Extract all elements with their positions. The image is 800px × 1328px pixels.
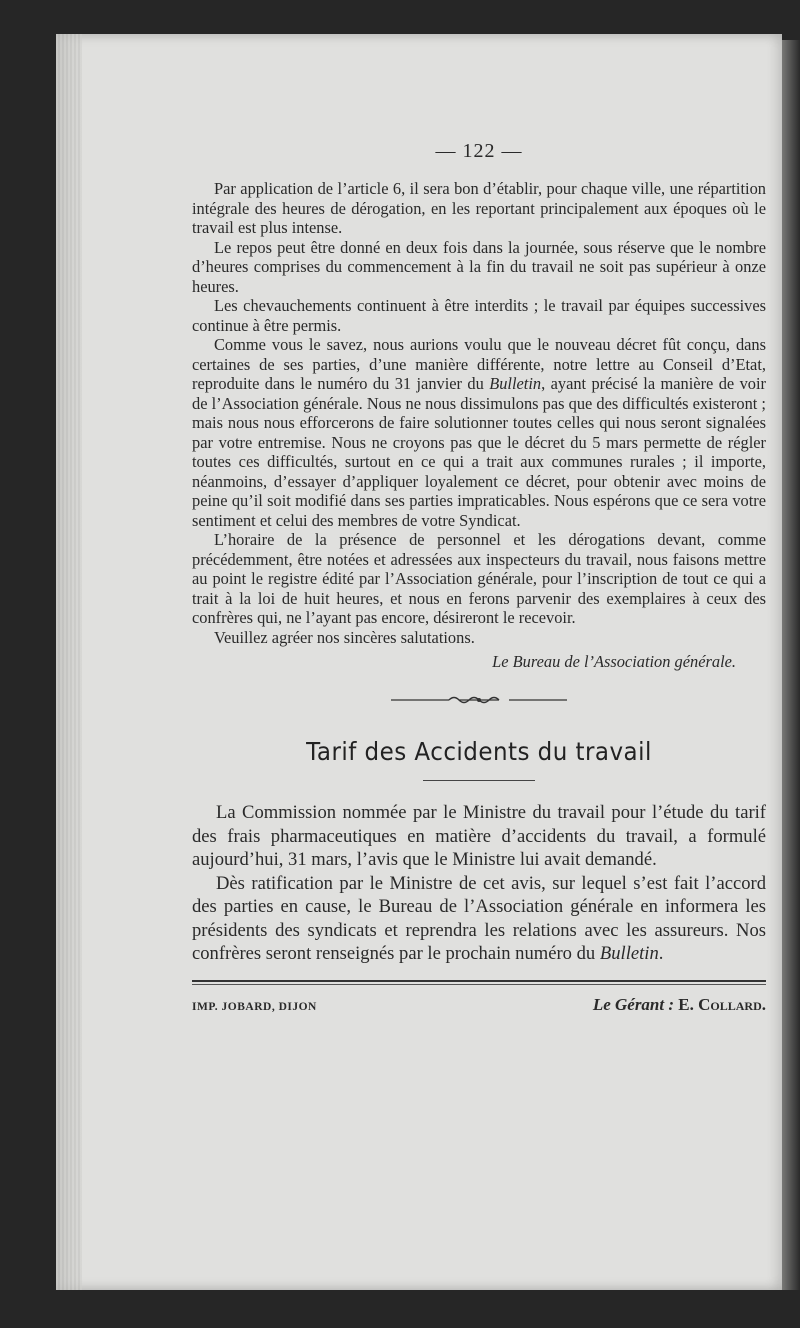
gerant-credit: [593, 995, 766, 1015]
ornament-divider: [389, 693, 569, 707]
page-gutter: [56, 34, 82, 1290]
letter-paragraph: L’horaire de la présence de personnel et les dérogations devant, comme précédemment, être notées et adressées aux inspecteurs du travail, nous faisons mettre au point le registre édité par l’Association générale, pour l’inscription de tout ce qui a trait à la loi de huit heures, et nous en ferons parvenir des exemplaires à ceux des confrères qui, ne l’ayant pas encore, désireront le recevoir.: [192, 530, 766, 627]
notice-paragraph: Dès ratification par le Ministre de cet avis, sur lequel s’est fait l’accord des parties en cause, le Bureau de l’Association générale en informera les présidents des syndicats et reprendra les relations avec les assureurs. Nos confrères seront renseignés par le prochain numéro du Bulletin.: [192, 872, 766, 964]
notice-body: [192, 801, 766, 966]
letter-paragraph: Par application de l’article 6, il sera bon d’établir, pour chaque ville, une répartition intégrale des heures de dérogation, en les reportant principalement aux époques où le travail est plus intense.: [192, 179, 766, 237]
notice-paragraph: La Commission nommée par le Ministre du travail pour l’étude du tarif des frais pharmaceutiques en matière d’accidents du travail, a formulé aujourd’hui, 31 mars, l’avis que le Ministre lui avait demandé.: [192, 802, 766, 870]
letter-paragraph: Les chevauchements continuent à être interdits ; le travail par équipes successives continue à être permis.: [192, 296, 766, 335]
gerant-name: E. Collard.: [678, 994, 766, 1014]
letter-paragraph: Veuillez agréer nos sincères salutations.: [214, 627, 475, 647]
gerant-label: Le Gérant :: [592, 994, 675, 1014]
page-content: [192, 140, 766, 1015]
page-number: — 122 —: [435, 140, 523, 162]
printer-imprint: IMP. JOBARD, DIJON: [192, 1000, 317, 1013]
letter-paragraph: Comme vous le savez, nous aurions voulu que le nouveau décret fût conçu, dans certaines de ses parties, d’une manière différente, notre lettre au Conseil d’Etat, reproduite dans le numéro du 31 janvier du Bulletin, ayant précisé la manière de voir de l’Association générale. Nous ne nous dissimulons pas que des difficultés existeront ; mais nous nous efforcerons de faire solutionner toutes celles qui nous seront signalées par votre entremise. Nous ne croyons pas que le décret du 5 mars permette de régler toutes ces difficultés, surtout en ce qui a trait aux communes rurales ; il importe, néanmoins, d’essayer d’appliquer loyalement ce décret, pour obtenir avec moins de peine qu’il soit modifié dans ses parties impraticables. Nous espérons que ce sera votre sentiment et celui des membres de votre Syndicat.: [192, 335, 766, 530]
page-footer: [192, 995, 766, 1015]
section-title: Tarif des Accidents du travail: [306, 737, 652, 766]
title-underline: [423, 780, 535, 781]
letter-signature: Le Bureau de l’Association générale.: [492, 652, 736, 671]
letter-paragraph: Le repos peut être donné en deux fois dans la journée, sous réserve que le nombre d’heures comprises du commencement à la fin du travail ne soit pas supérieur à onze heures.: [192, 237, 766, 296]
letter-body: [192, 179, 766, 647]
footer-rule: [192, 980, 766, 985]
